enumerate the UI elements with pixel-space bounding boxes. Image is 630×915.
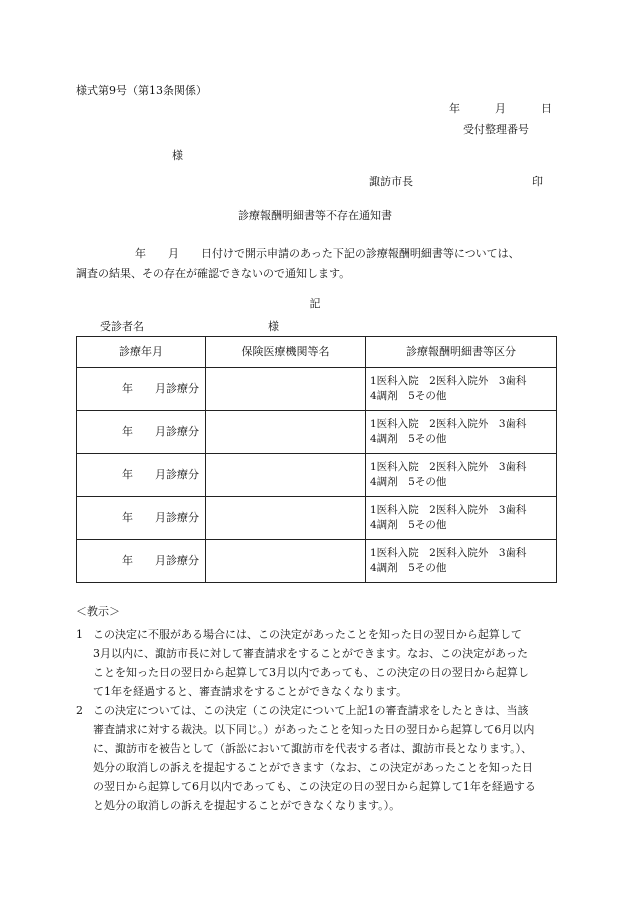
treatment-month-cell: 年 月診療分 [77,540,206,583]
category-line-1: 1医科入院 2医科入院外 3歯科 [370,460,527,473]
note-line: ことを知った日の翌日から起算して3月以内であっても、この決定の日の翌日から起算し [93,666,529,679]
patient-name-label: 受診者名 [100,320,144,333]
table-row [77,411,557,454]
addressee-suffix: 様 [172,149,183,162]
category-line-1: 1医科入院 2医科入院外 3歯科 [370,374,527,387]
institution-cell [206,497,366,540]
note-item [76,625,560,701]
note-item [76,701,560,815]
issuer-name: 諏訪市長 [369,175,413,188]
category-line-2: 4調剤 5その他 [370,433,447,445]
note-line: この決定については、この決定（この決定について上記1の審査請求をしたときは、当該 [93,704,529,717]
institution-cell [206,368,366,411]
date-day-label: 日 [541,102,552,115]
category-cell [366,411,557,454]
header-institution-name: 保険医療機関等名 [206,337,366,368]
note-line: 審査請求に対する裁決。以下同じ。）があったことを知った日の翌日から起算して6月以内 [93,723,535,736]
form-number: 様式第9号（第13条関係） [76,84,207,97]
table-row [77,368,557,411]
institution-cell [206,454,366,497]
category-cell [366,540,557,583]
note-number: 2 [76,704,83,717]
header-statement-category: 診療報酬明細書等区分 [366,337,557,368]
category-line-2: 4調剤 5その他 [370,476,447,488]
treatment-month-cell: 年 月診療分 [77,497,206,540]
category-line-1: 1医科入院 2医科入院外 3歯科 [370,417,527,430]
date-month-label: 月 [495,102,506,115]
note-line: 3月以内に、諏訪市長に対して審査請求をすることができます。なお、この決定があった [93,647,529,660]
note-line: て1年を経過すると、審査請求をすることができなくなります。 [93,685,408,698]
note-line: この決定に不服がある場合には、この決定があったことを知った日の翌日から起算して [93,628,522,641]
seal-mark: 印 [532,175,543,188]
note-line: の翌日から起算して6月以内であっても、この決定の日の翌日から起算して1年を経過する [93,780,536,793]
treatment-month-cell: 年 月診療分 [77,368,206,411]
patient-name-suffix: 様 [268,320,279,333]
document-title: 診療報酬明細書等不存在通知書 [238,209,392,222]
note-line: に、諏訪市を被告として（訴訟において諏訪市を代表する者は、諏訪市長となります。）、 [93,742,533,755]
table-row [77,540,557,583]
category-line-2: 4調剤 5その他 [370,562,447,574]
treatment-month-cell: 年 月診療分 [77,454,206,497]
category-line-1: 1医科入院 2医科入院外 3歯科 [370,503,527,516]
category-cell [366,454,557,497]
body-text-line-1: 年 月 日付けで開示申請のあった下記の診療報酬明細書等については、 [135,247,520,260]
category-line-1: 1医科入院 2医科入院外 3歯科 [370,546,527,559]
note-number: 1 [76,628,83,641]
category-cell [366,497,557,540]
body-text-line-2: 調査の結果、その存在が確認できないので通知します。 [76,267,351,280]
date-year-label: 年 [449,102,460,115]
table-header-row [77,337,557,368]
ki-heading: 記 [309,297,321,310]
institution-cell [206,411,366,454]
receipt-number-label: 受付整理番号 [463,123,529,136]
institution-cell [206,540,366,583]
note-line: と処分の取消しの訴えを提起することができなくなります。）。 [93,799,401,812]
date-line [449,102,552,117]
category-line-2: 4調剤 5その他 [370,519,447,531]
records-table [76,336,557,583]
notes-heading: ＜教示＞ [76,605,120,618]
table-row [77,454,557,497]
category-cell [366,368,557,411]
notes-list [76,701,560,815]
category-line-2: 4調剤 5その他 [370,390,447,402]
header-treatment-month: 診療年月 [77,337,206,368]
note-line: 処分の取消しの訴えを提起することができます（なお、この決定があったことを知った日 [93,761,533,774]
notes-list [76,625,560,701]
table-row [77,497,557,540]
treatment-month-cell: 年 月診療分 [77,411,206,454]
